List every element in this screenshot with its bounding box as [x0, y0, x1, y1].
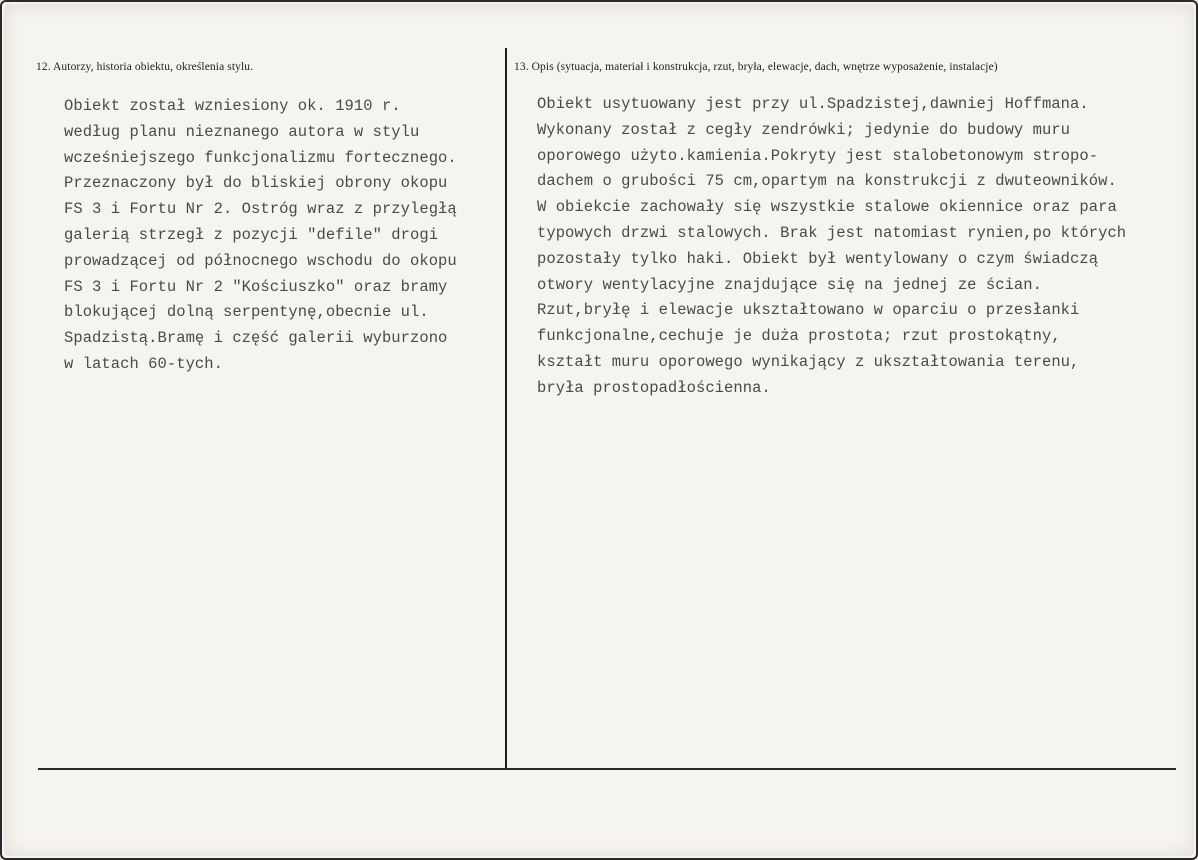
section-12-heading: 12. Autorzy, historia obiektu, określenia stylu.: [36, 61, 254, 73]
typed-line: otwory wentylacyjne znajdujące się na jednej ze ścian.: [537, 275, 1042, 294]
typed-line: wcześniejszego funkcjonalizmu fortecznego.: [64, 148, 457, 167]
typed-line: galerią strzegł z pozycji "defile" drogi: [64, 225, 439, 244]
typed-line: funkcjonalne,cechuje je duża prostota; rzut prostokątny,: [537, 327, 1061, 346]
typed-line: blokującej dolną serpentynę,obecnie ul.: [64, 303, 429, 322]
typed-line: dachem o grubości 75 cm,opartym na konstrukcji z dwuteowników.: [537, 172, 1117, 191]
typed-line: typowych drzwi stalowych. Brak jest natomiast rynien,po których: [537, 223, 1127, 242]
typed-line: Rzut,bryłę i elewacje ukształtowano w oparciu o przesłanki: [537, 301, 1080, 320]
typed-line: FS 3 i Fortu Nr 2 "Kościuszko" oraz bramy: [64, 277, 448, 296]
typed-line: oporowego użyto.kamienia.Pokryty jest stalobetonowym stropo-: [537, 146, 1099, 165]
typed-line: W obiekcie zachowały się wszystkie stalowe okiennice oraz para: [537, 198, 1117, 217]
typed-line: bryła prostopadłościenna.: [537, 378, 771, 397]
typed-line: według planu nieznanego autora w stylu: [64, 122, 420, 141]
typed-line: Przeznaczony był do bliskiej obrony okopu: [64, 174, 448, 193]
section-13-body: [537, 92, 1126, 402]
section-12-body: [64, 94, 457, 378]
typed-line: prowadzącej od północnego wschodu do okopu: [64, 251, 457, 270]
typed-line: Obiekt usytuowany jest przy ul.Spadzistej,dawniej Hoffmana.: [537, 95, 1089, 113]
section-13-heading: 13. Opis (sytuacja, materiał i konstrukcja, rzut, bryła, elewacje, dach, wnętrze wyposażenie, instalacje): [514, 61, 998, 73]
typed-line: w latach 60-tych.: [64, 354, 223, 373]
bottom-rule: [38, 768, 1176, 770]
typed-line: Obiekt został wzniesiony ok. 1910 r.: [64, 97, 401, 115]
column-divider: [505, 48, 507, 770]
typed-line: pozostały tylko haki. Obiekt był wentylowany o czym świadczą: [537, 249, 1099, 268]
typed-line: kształt muru oporowego wynikający z ukształtowania terenu,: [537, 352, 1080, 371]
typed-line: Spadzistą.Bramę i część galerii wyburzono: [64, 329, 448, 348]
typed-line: FS 3 i Fortu Nr 2. Ostróg wraz z przyległą: [64, 200, 457, 219]
typed-line: Wykonany został z cegły zendrówki; jedynie do budowy muru: [537, 120, 1071, 139]
